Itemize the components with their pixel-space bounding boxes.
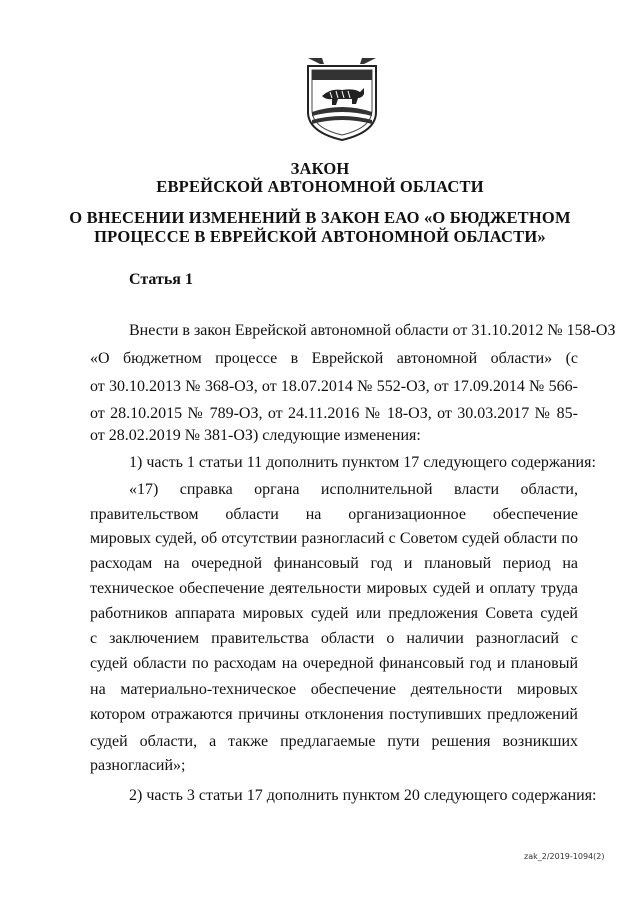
body-line: разногласий»; <box>90 757 186 774</box>
body-line: мировых судей, об отсутствии разногласий с Советом судей области по <box>90 530 578 547</box>
law-region: ЕВРЕЙСКОЙ АВТОНОМНОЙ ОБЛАСТИ <box>156 177 484 196</box>
body-line: с заключением правительства области о наличии разногласий с <box>90 630 578 647</box>
body-line: от 28.02.2019 № 381-ОЗ) следующие изменения: <box>90 427 421 444</box>
body-line: судей области, а также предлагаемые пути решения возникших <box>90 733 578 750</box>
law-subject-line-2: ПРОЦЕССЕ В ЕВРЕЙСКОЙ АВТОНОМНОЙ ОБЛАСТИ» <box>94 227 546 246</box>
body-line: 2) часть 3 статьи 17 дополнить пунктом 20 следующего содержания: <box>129 787 597 804</box>
body-line: от 28.10.2015 № 789-ОЗ, от 24.11.2016 № 18-ОЗ, от 30.03.2017 № 85- <box>90 405 578 422</box>
body-line: котором отражаются причины отклонения поступивших предложений <box>90 706 578 723</box>
body-line: 1) часть 1 статьи 11 дополнить пунктом 17 следующего содержания: <box>129 454 596 471</box>
body-line: «17) справка органа исполнительной власти области, <box>129 481 578 498</box>
body-line: правительством области на организационное обеспечение <box>90 506 578 523</box>
law-subject-line-1: О ВНЕСЕНИИ ИЗМЕНЕНИЙ В ЗАКОН ЕАО «О БЮДЖЕТНОМ <box>69 208 571 227</box>
body-line: «О бюджетном процессе в Еврейской автономной области» (с <box>90 350 578 367</box>
body-line: на материально-техническое обеспечение деятельности мировых <box>90 681 578 698</box>
body-line: Внести в закон Еврейской автономной области от 31.10.2012 № 158-ОЗ <box>129 322 616 339</box>
document-code: zak_2/2019-1094(2) <box>524 852 605 861</box>
body-line: техническое обеспечение деятельности мировых судей и оплату труда <box>90 580 578 597</box>
body-line: от 30.10.2013 № 368-ОЗ, от 18.07.2014 № 552-ОЗ, от 17.09.2014 № 566- <box>90 378 578 395</box>
coat-of-arms-emblem <box>302 52 382 144</box>
body-line: работников аппарата мировых судей или предложения Совета судей <box>90 605 578 622</box>
body-line: судей области по расходам на очередной финансовый год и плановый <box>90 655 578 672</box>
body-line: расходам на очередной финансовый год и плановый период на <box>90 555 578 572</box>
law-title: ЗАКОН <box>290 159 350 178</box>
article-heading: Статья 1 <box>129 271 193 288</box>
